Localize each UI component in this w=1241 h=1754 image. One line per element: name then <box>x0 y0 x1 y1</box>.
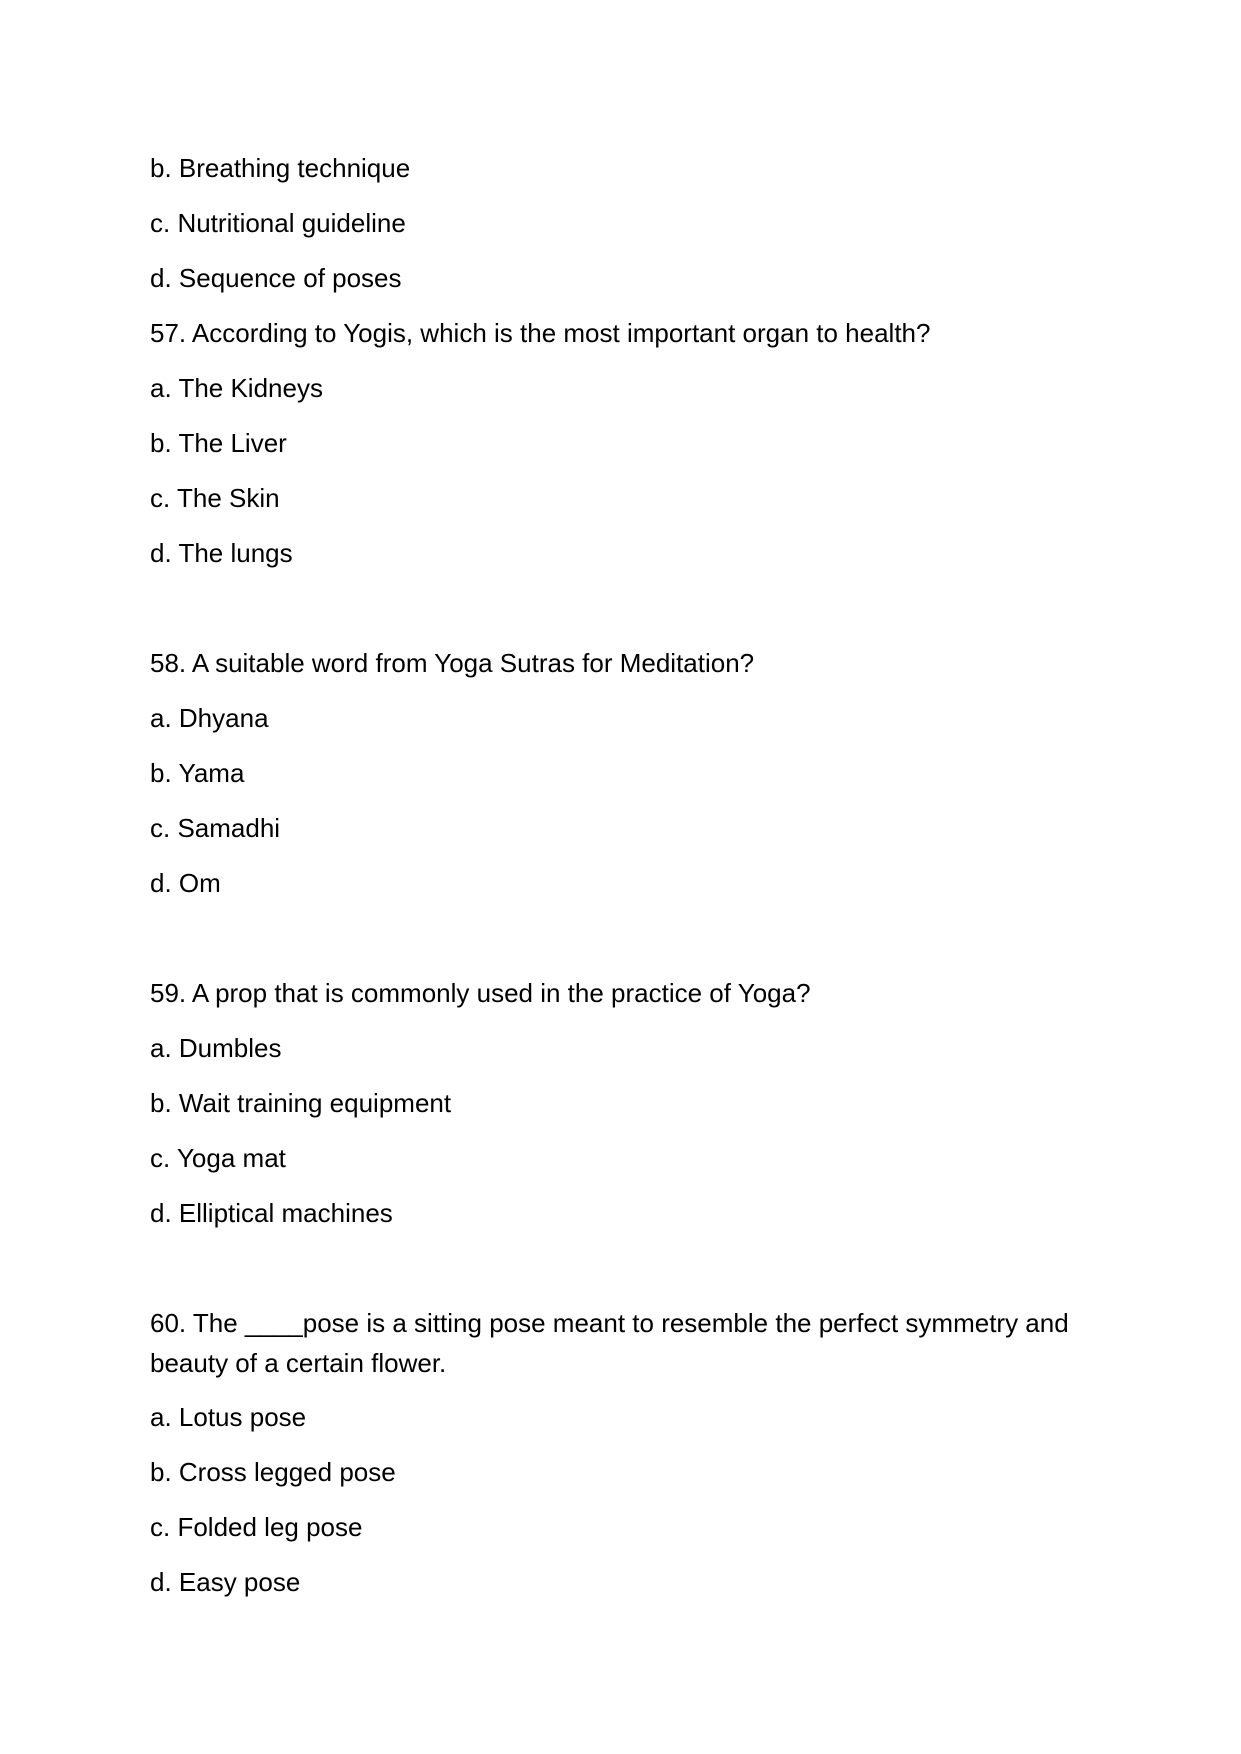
question-58-option-c: c. Samadhi <box>150 813 281 843</box>
question-59: 59. A prop that is commonly used in the practice of Yoga? <box>150 978 811 1008</box>
question-60-option-c: c. Folded leg pose <box>150 1512 363 1542</box>
question-57-option-c: c. The Skin <box>150 483 280 513</box>
question-57: 57. According to Yogis, which is the most important organ to health? <box>150 318 931 348</box>
question-60: 60. The ____pose is a sitting pose meant to resemble the perfect symmetry and beauty of a certain flower. <box>150 1308 1069 1378</box>
question-59-option-b: b. Wait training equipment <box>150 1088 452 1118</box>
question-60-option-b: b. Cross legged pose <box>150 1457 396 1487</box>
question-59-option-c: c. Yoga mat <box>150 1143 286 1173</box>
question-59-option-a: a. Dumbles <box>150 1033 282 1063</box>
question-57-option-b: b. The Liver <box>150 428 287 458</box>
question-57-option-d: d. The lungs <box>150 538 293 568</box>
question-58-option-d: d. Om <box>150 868 221 898</box>
question-58-option-b: b. Yama <box>150 758 245 788</box>
question-57-option-a: a. The Kidneys <box>150 373 323 403</box>
option-d-sequence-of-poses: d. Sequence of poses <box>150 263 402 293</box>
option-c-nutritional-guideline: c. Nutritional guideline <box>150 208 406 238</box>
question-59-option-d: d. Elliptical machines <box>150 1198 393 1228</box>
question-58: 58. A suitable word from Yoga Sutras for Meditation? <box>150 648 755 678</box>
option-b-breathing-technique: b. Breathing technique <box>150 153 411 183</box>
question-58-option-a: a. Dhyana <box>150 703 269 733</box>
question-60-option-d: d. Easy pose <box>150 1567 301 1597</box>
question-60-option-a: a. Lotus pose <box>150 1402 307 1432</box>
